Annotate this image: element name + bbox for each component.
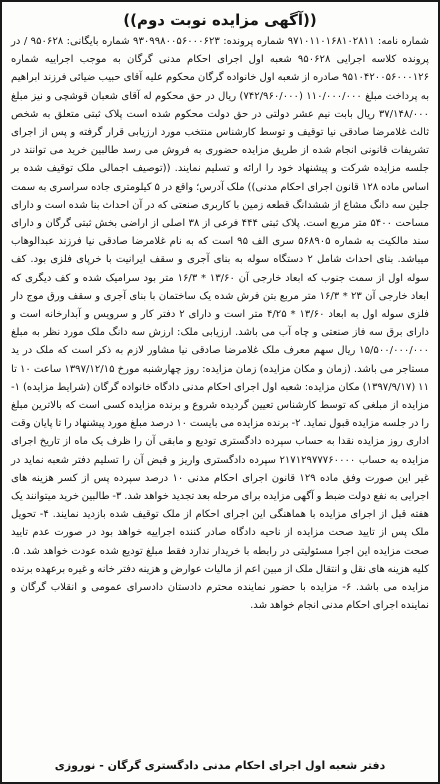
notice-title: ((آگهی مزایده نوبت دوم)) bbox=[123, 11, 317, 29]
notice-signature: دفتر شعبه اول اجرای احکام مدنی دادگستری گرگان - نوروزی bbox=[54, 759, 386, 772]
notice-body bbox=[11, 33, 429, 616]
notice-paragraph: شماره نامه: ۹۷۱۰۱۱۰۱۶۸۱۰۲۸۱۱ شماره پرونده: ۹۳۰۹۹۸۰۰۵۶۰۰۰۶۲۳ شماره بایگانی: ۹۵۰۶۲۸ / در پرونده کلاسه اجرایی ۹۵۰۶۲۸ شعبه اول اجرای احکام مدنی گرگان به موجب اجراییه شماره ۹۵۱۰۴۲۰۰۵۶۰۰۰۱۲۶ صادره از شعبه اول خانواده گرگان محکوم علیه آقای حبیب ضیائی فرزند ابراهیم به پرداخت مبلغ ۱۱۰/۰۰۰/۰۰۰ (۷۴۲/۹۶۰/۰۰۰) ریال در حق محکوم له آقای شعبان قوشچی و نیز مبلغ ۳۷/۱۴۸/۰۰۰ ریال بابت نیم عشر دولتی در حق دولت محکوم شده است پلاک ثبتی متعلق به شخص ثالث غلامرضا صادقی نیا توقیف و توسط کارشناس منتخب مورد ارزیابی قرار گرفته و پس از اجرای تشریفات قانونی انجام شده از طریق مزایده حضوری به فروش می رسد طالبین خرید می توانند در جلسه مزایده شرکت و پیشنهاد خود را ارائه و تسلیم نمایند. ((توصیف اجمالی ملک توقیف شده بر اساس ماده ۱۲۸ قانون اجرای احکام مدنی)) ملک آدرس؛ واقع در ۵ کیلومتری جاده سراسری به سمت جلین سه دانگ مشاع از ششدانگ قطعه زمین با کاربری صنعتی که در آن احداث بنا شده است و دارای مساحت ۵۴۰۰ متر مربع است. پلاک ثبتی ۴۴۴ فرعی از ۳۸ اصلی از اراضی بخش ثبتی گرگان و دارای سند مالکیت به شماره ۵۶۸۹۰۵ سری الف ۹۵ است که به نام غلامرضا صادقی نیا فرزند عبدالوهاب میباشد. بنای احداث شامل ۲ دستگاه سوله به بنای آجری و سقف ایرانیت با خرپای فلزی بود. کف سوله اول از سمت جنوب که ابعاد خارجی آن ۱۳/۶۰ * ۱۶/۳ متر بود سرامیک شده و کف دیگری که ابعاد خارجی آن ۲۳ * ۱۶/۳ متر مربع بتن فرش شده یک ساختمان با بنای آجری و سقف ورق موج دار فلزی سوله اول به ابعاد ۱۳/۶۰ * ۴/۲۵ متر است و دارای ۲ دفتر کار و سرویس و آبدارخانه است و دارای برق سه فاز صنعتی و چاه آب می باشد. ارزیابی ملک: ارزش سه دانگ ملک مورد نظر به مبلغ ۱۵/۵۰۰/۰۰۰/۰۰۰ ریال سهم معرف ملک غلامرضا صادقی نیا مشاور لازم به ذکر است که ملک در ید مستاجر می باشد. (زمان و مکان مزایده) زمان مزایده: روز چهارشنبه مورخ ۱۳۹۷/۱۲/۱۵ ساعت ۱۰ تا ۱۱ (۱۳۹۷/۹/۱۷) مکان مزایده: شعبه اول اجرای احکام مدنی دادگاه خانواده گرگان (شرایط مزایده) ۱- مزایده از مبلغی که توسط کارشناس تعیین گردیده شروع و برنده مزایده کسی است که بالاترین مبلغ را در جلسه مزایده قبول نماید. ۲- برنده مزایده می بایست ۱۰ درصد مبلغ مورد پیشنهاد را تا پایان وقت اداری روز مزایده نقدا به حساب سپرده دادگستری تودیع و مابقی آن را ظرف یک ماه از تاریخ اجرای مزایده به حساب ۲۱۷۱۲۹۷۷۷۶۰۰۰۰ سپرده دادگستری واریز و قبض آن را تسلیم دفتر شعبه نماید در غیر این صورت وفق ماده ۱۲۹ قانون اجرای احکام مدنی ۱۰ درصد سپرده پس از کسر هزینه های اجرایی به نفع دولت ضبط و آگهی مزایده برای مرحله بعد تجدید خواهد شد. ۳- طالبین خرید میتوانند یک هفته قبل از اجرای مزایده با هماهنگی این اجرای احکام از ملک توقیف شده بازدید نمایند. ۴- تحویل ملک پس از تایید صحت مزایده از ناحیه دادگاه صادر کننده اجراییه خواهد بود در صورت عدم تایید صحت مزایده این اجرا مسئولیتی در رابطه با خریدار ندارد فقط مبلغ تودیع شده عودت خواهد شد. ۵. کلیه هزینه های نقل و انتقال ملک از مبین اعم از مالیات عوارض و هزینه دفتر خانه و غیره برعهده برنده مزایده می باشد. ۶- مزایده با حضور نماینده محترم دادستان دادسرای عمومی و انقلاب گرگان و نماینده اجرای احکام مدنی انجام خواهد شد. bbox=[11, 36, 430, 612]
